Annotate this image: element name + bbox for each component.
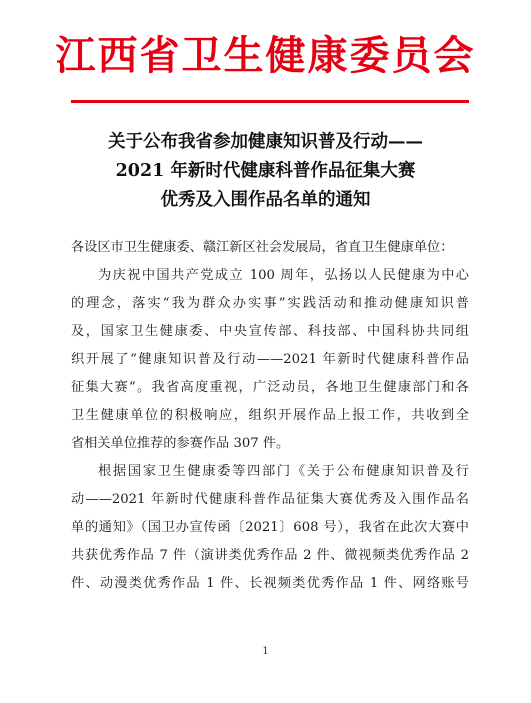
paragraph-1-line: 及，国家卫生健康委、中央宣传部、科技部、中国科协共同组 <box>71 324 469 339</box>
paragraph-2-line: 共获优秀作品 7 件（演讲类优秀作品 2 件、微视频类优秀作品 2 <box>71 548 469 563</box>
title-line-2: 2021 年新时代健康科普作品征集大赛 <box>115 161 416 181</box>
paragraph-2-line: 件、动漫类优秀作品 1 件、长视频类优秀作品 1 件、网络账号 <box>71 576 469 591</box>
red-separator-line <box>71 100 469 103</box>
addressee-line: 各设区市卫生健康委、赣江新区社会发展局，省直卫生健康单位： <box>71 240 454 255</box>
paragraph-2-line: 根据国家卫生健康委等四部门《关于公布健康知识普及行 <box>98 464 469 479</box>
paragraph-1-line: 的理念，落实“我为群众办实事”实践活动和推动健康知识普 <box>71 296 469 311</box>
paragraph-1-line: 为庆祝中国共产党成立 100 周年，弘扬以人民健康为中心 <box>98 268 469 283</box>
paragraph-2-line: 单的通知》（国卫办宣传函〔2021〕608 号），我省在此次大赛中 <box>71 520 469 535</box>
paragraph-1-line: 卫生健康单位的积极响应，组织开展作品上报工作，共收到全 <box>71 408 469 423</box>
document-title <box>40 128 491 215</box>
page-number: 1 <box>262 646 269 657</box>
document-body <box>71 234 469 598</box>
title-line-3: 优秀及入围作品名单的通知 <box>160 190 371 210</box>
paragraph-1-line: 省相关单位推荐的参赛作品 307 件。 <box>71 436 290 451</box>
title-line-1: 关于公布我省参加健康知识普及行动—— <box>108 132 423 152</box>
paragraph-1-line: 织开展了“健康知识普及行动——2021 年新时代健康科普作品 <box>71 352 469 367</box>
paragraph-1-line: 征集大赛”。我省高度重视，广泛动员，各地卫生健康部门和各 <box>71 380 469 395</box>
paragraph-2-line: 动——2021 年新时代健康科普作品征集大赛优秀及入围作品名 <box>71 492 469 507</box>
issuing-organization-header: 江西省卫生健康委员会 <box>55 32 476 79</box>
